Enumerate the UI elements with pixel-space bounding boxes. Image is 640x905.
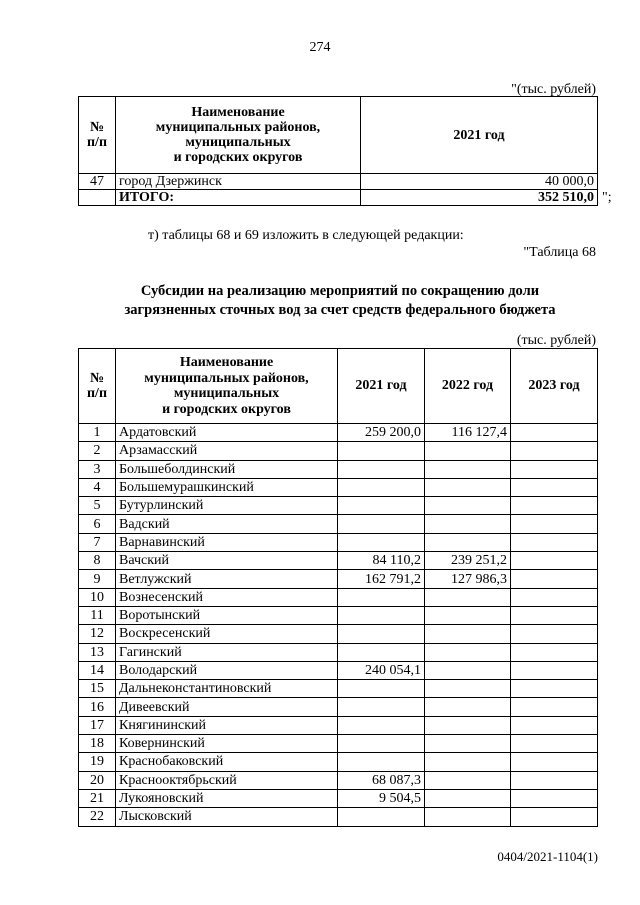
row-2023 bbox=[511, 771, 598, 789]
row-2023 bbox=[511, 680, 598, 698]
row-num: 9 bbox=[79, 570, 116, 588]
row-2022 bbox=[425, 497, 511, 515]
row-num: 14 bbox=[79, 661, 116, 679]
row-2022 bbox=[425, 606, 511, 624]
row-num: 10 bbox=[79, 588, 116, 606]
header-num-line: № bbox=[89, 370, 105, 386]
row-2021 bbox=[338, 698, 425, 716]
header-num bbox=[79, 349, 116, 424]
row-2022 bbox=[425, 515, 511, 533]
table-row bbox=[79, 588, 598, 606]
total-num-cell bbox=[79, 190, 116, 206]
header-2022: 2022 год bbox=[425, 349, 511, 424]
table1-tail: "; bbox=[602, 190, 612, 205]
table1-header-row bbox=[79, 97, 598, 174]
row-2022 bbox=[425, 661, 511, 679]
table-row bbox=[79, 808, 598, 826]
row-name: Варнавинский bbox=[116, 533, 338, 551]
title-line: Субсидии на реализацию мероприятий по сокращению доли bbox=[140, 283, 540, 299]
header-name-line: и городских округов bbox=[162, 401, 291, 417]
row-2021: 240 054,1 bbox=[338, 661, 425, 679]
table-row bbox=[79, 643, 598, 661]
row-name: Вознесенский bbox=[116, 588, 338, 606]
row-2023 bbox=[511, 661, 598, 679]
row-num: 7 bbox=[79, 533, 116, 551]
row-2023 bbox=[511, 735, 598, 753]
table-row bbox=[79, 460, 598, 478]
row-name: Большеболдинский bbox=[116, 460, 338, 478]
header-num-line: п/п bbox=[86, 135, 108, 150]
row-num: 12 bbox=[79, 625, 116, 643]
row-2023 bbox=[511, 716, 598, 734]
row-2022 bbox=[425, 478, 511, 496]
table-row bbox=[79, 478, 598, 496]
table-row bbox=[79, 424, 598, 442]
row-num: 2 bbox=[79, 442, 116, 460]
row-2022 bbox=[425, 698, 511, 716]
header-name bbox=[116, 349, 338, 424]
table2-body bbox=[79, 424, 598, 827]
row-2022 bbox=[425, 442, 511, 460]
header-name-line: муниципальных bbox=[185, 135, 291, 150]
row-num: 4 bbox=[79, 478, 116, 496]
row-name: Лысковский bbox=[116, 808, 338, 826]
row-num: 22 bbox=[79, 808, 116, 826]
table-row bbox=[79, 606, 598, 624]
row-2023 bbox=[511, 606, 598, 624]
row-2022 bbox=[425, 643, 511, 661]
row-num: 8 bbox=[79, 552, 116, 570]
row-2022 bbox=[425, 808, 511, 826]
row-2022 bbox=[425, 771, 511, 789]
row-num: 6 bbox=[79, 515, 116, 533]
total-row bbox=[79, 190, 598, 206]
row-2021 bbox=[338, 643, 425, 661]
row-2021 bbox=[338, 478, 425, 496]
table-row bbox=[79, 570, 598, 588]
row-name: Арзамасский bbox=[116, 442, 338, 460]
table2-unit: (тыс. рублей) bbox=[516, 333, 596, 348]
table-row bbox=[79, 771, 598, 789]
table-row bbox=[79, 625, 598, 643]
table-1 bbox=[78, 96, 598, 206]
row-2021: 40 000,0 bbox=[361, 174, 598, 190]
row-2023 bbox=[511, 698, 598, 716]
row-2023 bbox=[511, 789, 598, 807]
row-2022 bbox=[425, 716, 511, 734]
header-2023: 2023 год bbox=[511, 349, 598, 424]
row-2021: 162 791,2 bbox=[338, 570, 425, 588]
row-2022 bbox=[425, 533, 511, 551]
row-2021 bbox=[338, 588, 425, 606]
row-name: Краснобаковский bbox=[116, 753, 338, 771]
table2-header-row bbox=[79, 349, 598, 424]
row-num: 18 bbox=[79, 735, 116, 753]
row-name: Володарский bbox=[116, 661, 338, 679]
table-row bbox=[79, 753, 598, 771]
row-name: Вачский bbox=[116, 552, 338, 570]
row-2021: 84 110,2 bbox=[338, 552, 425, 570]
row-name: Вадский bbox=[116, 515, 338, 533]
table-row bbox=[79, 442, 598, 460]
table-row bbox=[79, 735, 598, 753]
row-2022 bbox=[425, 625, 511, 643]
row-2021 bbox=[338, 735, 425, 753]
total-value: 352 510,0 bbox=[361, 190, 598, 206]
row-2022 bbox=[425, 789, 511, 807]
row-2023 bbox=[511, 808, 598, 826]
footer-code: 0404/2021-1104(1) bbox=[497, 849, 598, 864]
header-name bbox=[116, 97, 361, 174]
row-2021 bbox=[338, 716, 425, 734]
row-num: 47 bbox=[79, 174, 116, 190]
table-row bbox=[79, 698, 598, 716]
header-num-line: № bbox=[89, 120, 105, 135]
total-label: ИТОГО: bbox=[116, 190, 361, 206]
row-2021: 68 087,3 bbox=[338, 771, 425, 789]
row-name: Воротынский bbox=[116, 606, 338, 624]
header-name-line: муниципальных районов, bbox=[144, 370, 309, 386]
table-title bbox=[80, 282, 600, 320]
row-2023 bbox=[511, 625, 598, 643]
table-row bbox=[79, 661, 598, 679]
row-2021 bbox=[338, 680, 425, 698]
row-num: 21 bbox=[79, 789, 116, 807]
row-num: 20 bbox=[79, 771, 116, 789]
row-2022: 239 251,2 bbox=[425, 552, 511, 570]
row-2023 bbox=[511, 588, 598, 606]
row-num: 11 bbox=[79, 606, 116, 624]
table-row bbox=[79, 716, 598, 734]
table-row bbox=[79, 174, 598, 190]
row-2023 bbox=[511, 460, 598, 478]
row-name: Ковернинский bbox=[116, 735, 338, 753]
table-row bbox=[79, 515, 598, 533]
row-2021 bbox=[338, 625, 425, 643]
page-number: 274 bbox=[309, 40, 331, 55]
row-2022 bbox=[425, 588, 511, 606]
header-name-line: Наименование bbox=[179, 355, 274, 370]
row-name: Ветлужский bbox=[116, 570, 338, 588]
row-2022 bbox=[425, 753, 511, 771]
row-name: город Дзержинск bbox=[116, 174, 361, 190]
row-name: Ардатовский bbox=[116, 424, 338, 442]
row-name: Бутурлинский bbox=[116, 497, 338, 515]
table-row bbox=[79, 789, 598, 807]
header-name-line: и городских округов bbox=[173, 150, 303, 165]
row-num: 17 bbox=[79, 716, 116, 734]
table-label: "Таблица 68 bbox=[523, 245, 596, 260]
row-2023 bbox=[511, 478, 598, 496]
row-2021: 9 504,5 bbox=[338, 789, 425, 807]
row-num: 5 bbox=[79, 497, 116, 515]
row-num: 16 bbox=[79, 698, 116, 716]
row-2023 bbox=[511, 753, 598, 771]
row-name: Воскресенский bbox=[116, 625, 338, 643]
row-2023 bbox=[511, 442, 598, 460]
row-2022 bbox=[425, 460, 511, 478]
row-2021 bbox=[338, 442, 425, 460]
row-name: Лукояновский bbox=[116, 789, 338, 807]
row-2021 bbox=[338, 460, 425, 478]
row-2023 bbox=[511, 497, 598, 515]
header-name-line: Наименование bbox=[191, 105, 285, 120]
row-2023 bbox=[511, 570, 598, 588]
header-name-line: муниципальных bbox=[173, 386, 280, 401]
row-2022 bbox=[425, 680, 511, 698]
row-name: Дивеевский bbox=[116, 698, 338, 716]
row-num: 15 bbox=[79, 680, 116, 698]
row-2022: 127 986,3 bbox=[425, 570, 511, 588]
title-line: загрязненных сточных вод за счет средств федерального бюджета bbox=[124, 302, 556, 318]
row-2022 bbox=[425, 735, 511, 753]
table1-unit: "(тыс. рублей) bbox=[511, 82, 596, 97]
row-num: 19 bbox=[79, 753, 116, 771]
row-2021 bbox=[338, 606, 425, 624]
row-2023 bbox=[511, 424, 598, 442]
row-2021 bbox=[338, 497, 425, 515]
row-2023 bbox=[511, 533, 598, 551]
row-2021 bbox=[338, 753, 425, 771]
row-name: Дальнеконстантиновский bbox=[116, 680, 338, 698]
row-2023 bbox=[511, 643, 598, 661]
row-2021: 259 200,0 bbox=[338, 424, 425, 442]
header-name-line: муниципальных районов, bbox=[155, 120, 321, 135]
table-row bbox=[79, 497, 598, 515]
row-num: 3 bbox=[79, 460, 116, 478]
row-2021 bbox=[338, 533, 425, 551]
table-2 bbox=[78, 348, 598, 827]
table-row bbox=[79, 680, 598, 698]
instruction-paragraph: т) таблицы 68 и 69 изложить в следующей редакции: bbox=[148, 228, 464, 243]
row-2021 bbox=[338, 808, 425, 826]
row-num: 1 bbox=[79, 424, 116, 442]
table-row bbox=[79, 533, 598, 551]
row-name: Княгининский bbox=[116, 716, 338, 734]
row-name: Большемурашкинский bbox=[116, 478, 338, 496]
row-num: 13 bbox=[79, 643, 116, 661]
row-2022: 116 127,4 bbox=[425, 424, 511, 442]
row-2021 bbox=[338, 515, 425, 533]
row-2023 bbox=[511, 515, 598, 533]
table-row bbox=[79, 552, 598, 570]
row-name: Краснооктябрьский bbox=[116, 771, 338, 789]
header-2021: 2021 год bbox=[361, 97, 598, 174]
header-num bbox=[79, 97, 116, 174]
header-num-line: п/п bbox=[86, 386, 108, 401]
header-2021: 2021 год bbox=[338, 349, 425, 424]
row-2023 bbox=[511, 552, 598, 570]
row-name: Гагинский bbox=[116, 643, 338, 661]
